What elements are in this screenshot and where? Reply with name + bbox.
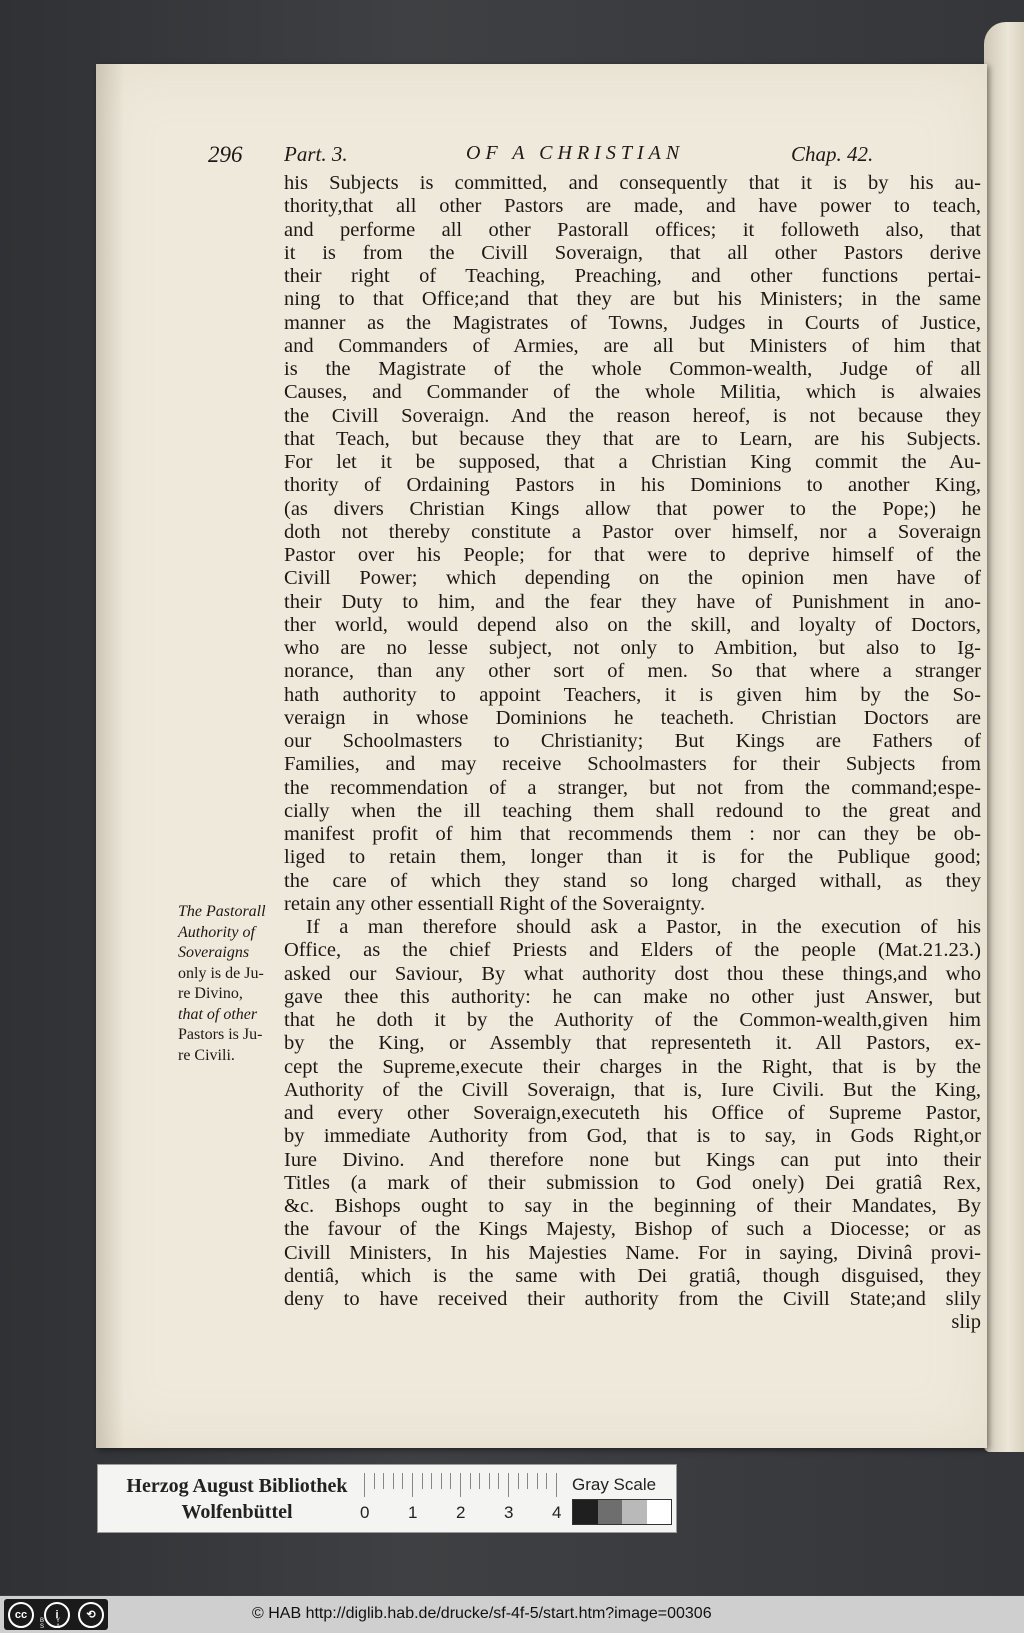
ruler-tick: [518, 1473, 519, 1489]
ruler-tick: [422, 1473, 423, 1489]
text-line: and Commanders of Armies, are all but Ministers of him that: [284, 334, 981, 357]
text-line: Authority of the Civill Soveraign, that is, Iure Civili. But the King,: [284, 1078, 981, 1101]
text-line: is the Magistrate of the whole Common-wealth, Judge of all: [284, 358, 981, 380]
ruler-number: 1: [408, 1503, 418, 1522]
text-line: Civill Ministers, In his Majesties Name. For in saying, Divinâ provi-: [284, 1241, 981, 1264]
text-line: by immediate Authority from God, that is to say, in Gods Right,or: [284, 1125, 981, 1148]
ruler-tick: [393, 1473, 394, 1489]
ruler-tick: [489, 1473, 490, 1489]
text-line: the Civill Soveraign. And the reason hereof, is not because they: [284, 404, 981, 427]
spine-shadow: [96, 64, 124, 1448]
text-line: that he doth it by the Authority of the Common-wealth,given him: [284, 1009, 981, 1031]
ruler-tick: [498, 1473, 499, 1489]
text-line: cept the Supreme,execute their charges in the Right, that is by the: [284, 1055, 981, 1078]
text-line: ther world, would depend also on the skill, and loyalty of Doctors,: [284, 613, 981, 636]
text-line: who are no lesse subject, not only to Ambition, but also to Ig-: [284, 637, 981, 659]
margin-note: [178, 902, 282, 1066]
gray-patch: [598, 1500, 623, 1524]
part-label: Part. 3.: [284, 142, 348, 166]
ruler-tick: [470, 1473, 471, 1489]
text-line: deny to have received their authority from the Civill State;and slily: [284, 1288, 981, 1310]
ruler-tick: [508, 1473, 509, 1497]
text-line: retain any other essentiall Right of the Soveraignty.: [284, 892, 706, 915]
ruler-tick: [374, 1473, 375, 1489]
text-line: ning to that Office;and that they are but his Ministers; in the same: [284, 288, 981, 311]
text-line: that Teach, but because they that are to Learn, are his Subjects.: [284, 427, 981, 450]
ruler-tick: [450, 1473, 451, 1489]
text-line: Pastor over his People; for that were to deprive himself of the: [284, 544, 981, 566]
text-line: norance, than any other sort of men. So that where a stranger: [284, 660, 981, 683]
grayscale-label: Gray Scale: [572, 1475, 657, 1494]
text-line: &c. Bishops ought to say in the beginning of their Mandates, By: [284, 1195, 981, 1217]
margin-note-line: re Civili.: [178, 1046, 235, 1064]
ruler-tick: [412, 1473, 413, 1497]
gray-patch: [573, 1500, 598, 1524]
running-header: [96, 142, 987, 172]
text-line: liged to retain them, longer than it is for the Publique good;: [284, 846, 981, 869]
page-number: 296: [208, 142, 243, 167]
text-line: Titles (a mark of their submission to God onely) Dei gratiâ Rex,: [284, 1171, 981, 1194]
ruler-tick: [460, 1473, 461, 1497]
text-line: our Schoolmasters to Christianity; But Kings are Fathers of: [284, 730, 981, 752]
text-line: manifest profit of him that recommends them : nor can they be ob-: [284, 823, 981, 845]
library-name: [112, 1473, 362, 1525]
text-line: and performe all other Pastorall offices; it followeth also, that: [284, 218, 981, 241]
text-line: thority,that all other Pastors are made, and have power to teach,: [284, 195, 981, 218]
text-line: asked our Saviour, By what authority dost thou these things,and who: [284, 962, 981, 985]
gray-patch: [622, 1500, 647, 1524]
text-line: the recommendation of a stranger, but not from the command;espe-: [284, 776, 981, 799]
ruler-tick: [364, 1473, 365, 1497]
text-line: it is from the Civill Soveraign, that all other Pastors derive: [284, 241, 981, 264]
margin-note-line: The Pastorall: [178, 903, 266, 920]
cc-icon: cc: [8, 1602, 34, 1628]
ruler-tick: [402, 1473, 403, 1489]
text-line: Iure Divino. And therefore none but Kings can put into their: [284, 1148, 981, 1171]
source-url[interactable]: © HAB http://diglib.hab.de/drucke/sf-4f-5/start.htm?image=00306: [252, 1605, 712, 1622]
ruler-tick: [556, 1473, 557, 1497]
ruler-tick: [537, 1473, 538, 1489]
text-line: cially when the ill teaching them shall redound to the great and: [284, 799, 981, 822]
gray-patch: [647, 1500, 672, 1524]
attribution-icon: i: [44, 1602, 70, 1628]
running-title: OF A CHRISTIAN: [466, 142, 685, 164]
text-line: hath authority to appoint Teachers, it is given him by the So-: [284, 683, 981, 706]
text-line: by the King, or Assembly that representeth it. All Pastors, ex-: [284, 1032, 981, 1055]
ruler-number: 0: [360, 1503, 370, 1522]
share-alike-icon: ⟲: [78, 1602, 104, 1628]
margin-note-line: Pastors is Ju-: [178, 1026, 263, 1043]
text-line: their Duty to him, and the fear they have of Punishment in ano-: [284, 590, 981, 613]
library-name-line1: Herzog August Bibliothek: [126, 1475, 348, 1497]
ruler-tick: [546, 1473, 547, 1489]
text-line: (as divers Christian Kings allow that power to the Pope;) he: [284, 497, 981, 520]
next-page-edge: [984, 22, 1024, 1452]
ruler-number: 3: [504, 1503, 514, 1522]
text-line: doth not thereby constitute a Pastor over himself, nor a Soveraign: [284, 520, 981, 543]
book-page: [96, 64, 987, 1448]
text-line: gave thee this authority: he can make no other just Answer, but: [284, 985, 981, 1008]
margin-note-line: only is de Ju-: [178, 964, 264, 982]
license-caption: BY SA: [40, 1618, 73, 1630]
text-line: veraign in whose Dominions he teacheth. Christian Doctors are: [284, 706, 981, 729]
library-name-line2: Wolfenbüttel: [181, 1501, 293, 1523]
text-line: dentiâ, which is the same with Dei gratiâ, though disguised, they: [284, 1264, 981, 1287]
ruler-tick: [479, 1473, 480, 1489]
margin-note-line: Authority of: [178, 923, 255, 941]
text-line: manner as the Magistrates of Towns, Judges in Courts of Justice,: [284, 311, 981, 334]
margin-note-line: that of other: [178, 1005, 258, 1023]
cc-license-badge[interactable]: [4, 1599, 108, 1630]
ruler-tick: [441, 1473, 442, 1489]
library-color-target: [97, 1464, 677, 1533]
scale-ruler: [364, 1471, 560, 1499]
text-line: Office, as the chief Priests and Elders of the people (Mat.21.23.): [284, 939, 981, 962]
grayscale-patches: [572, 1499, 672, 1525]
footer-bar: [0, 1596, 1024, 1633]
text-line: Families, and may receive Schoolmasters for their Subjects from: [284, 753, 981, 776]
text-line: Civill Power; which depending on the opinion men have of: [284, 567, 981, 590]
text-line: the care of which they stand so long charged withall, as they: [284, 869, 981, 892]
text-line: slip: [951, 1311, 981, 1334]
text-line: If a man therefore should ask a Pastor, in the execution of his: [306, 916, 981, 938]
text-line: For let it be supposed, that a Christian King commit the Au-: [284, 451, 981, 473]
text-line: thority of Ordaining Pastors in his Dominions to another King,: [284, 474, 981, 497]
text-line: the favour of the Kings Majesty, Bishop of such a Diocesse; or as: [284, 1218, 981, 1241]
body-text: [284, 172, 981, 1335]
ruler-tick: [527, 1473, 528, 1489]
ruler-tick: [431, 1473, 432, 1489]
text-line: his Subjects is committed, and consequently that it is by his au-: [284, 172, 981, 194]
text-line: Causes, and Commander of the whole Militia, which is alwaies: [284, 381, 981, 404]
margin-note-line: Soveraigns: [178, 944, 250, 961]
ruler-number: 2: [456, 1503, 466, 1522]
chapter-label: Chap. 42.: [791, 142, 874, 166]
ruler-number: 4: [552, 1503, 562, 1522]
text-line: and every other Soveraign,executeth his Office of Supreme Pastor,: [284, 1102, 981, 1124]
ruler-tick: [383, 1473, 384, 1489]
margin-note-line: re Divino,: [178, 985, 243, 1002]
text-line: their right of Teaching, Preaching, and other functions pertai-: [284, 265, 981, 287]
